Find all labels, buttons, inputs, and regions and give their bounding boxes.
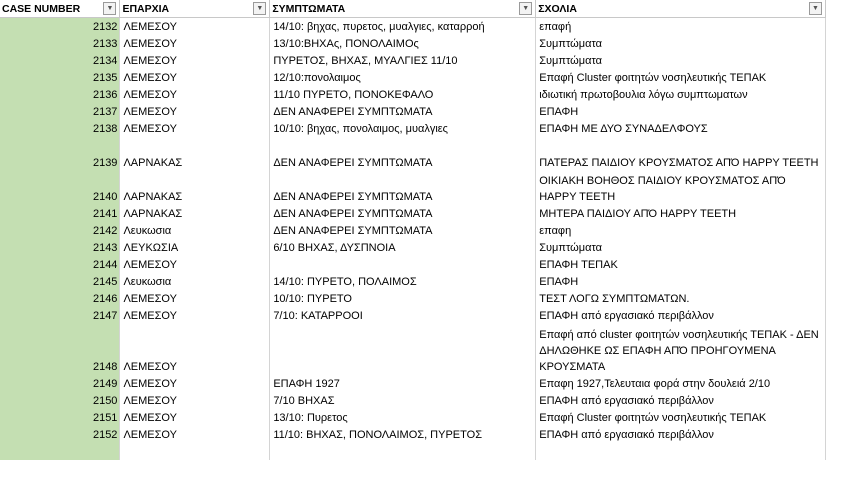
filter-dropdown-icon[interactable]: ▼ bbox=[103, 2, 116, 15]
header-label: CASE NUMBER bbox=[2, 2, 81, 15]
district-cell[interactable]: ΛΕΜΕΣΟΥ bbox=[120, 120, 270, 137]
district-cell[interactable]: ΛΕΜΕΣΟΥ bbox=[120, 307, 270, 324]
district-cell[interactable]: ΛΕΥΚΩΣΙΑ bbox=[120, 239, 270, 256]
case-number-cell[interactable]: 2137 bbox=[0, 103, 120, 120]
symptoms-cell[interactable]: 13/10:ΒΗΧΑς, ΠΟΝΟΛΑΙΜΟς bbox=[270, 35, 536, 52]
notes-cell[interactable]: Επαφη 1927,Τελευταια φορά στην δουλειά 2/10 bbox=[536, 375, 826, 392]
case-number-cell[interactable]: 2141 bbox=[0, 205, 120, 222]
district-cell[interactable]: ΛΕΜΕΣΟΥ bbox=[120, 256, 270, 273]
empty-cell[interactable] bbox=[0, 443, 120, 460]
table-row bbox=[0, 171, 826, 205]
notes-cell[interactable]: Επαφή Cluster φοιτητών νοσηλευτικής ΤΕΠΑΚ bbox=[536, 409, 826, 426]
symptoms-cell[interactable] bbox=[270, 324, 536, 375]
notes-cell[interactable]: ΕΠΑΦΗ bbox=[536, 103, 826, 120]
table-row bbox=[0, 120, 826, 137]
notes-cell[interactable]: επαφή bbox=[536, 18, 826, 36]
filter-dropdown-icon[interactable]: ▼ bbox=[253, 2, 266, 15]
district-cell[interactable]: ΛΕΜΕΣΟΥ bbox=[120, 103, 270, 120]
table-row bbox=[0, 69, 826, 86]
table-row bbox=[0, 103, 826, 120]
case-number-cell[interactable]: 2132 bbox=[0, 18, 120, 36]
table-row bbox=[0, 307, 826, 324]
notes-cell[interactable]: ΤΕΣΤ ΛΟΓΩ ΣΥΜΠΤΩΜΑΤΩΝ. bbox=[536, 290, 826, 307]
header-notes[interactable] bbox=[536, 0, 826, 18]
symptoms-cell[interactable]: 6/10 ΒΗΧΑΣ, ΔΥΣΠΝΟΙΑ bbox=[270, 239, 536, 256]
table-row bbox=[0, 137, 826, 171]
case-number-cell[interactable]: 2151 bbox=[0, 409, 120, 426]
case-number-cell[interactable]: 2133 bbox=[0, 35, 120, 52]
symptoms-cell[interactable]: 7/10: ΚΑΤΑΡΡΟΟΙ bbox=[270, 307, 536, 324]
symptoms-cell[interactable]: ΔΕΝ ΑΝΑΦΕΡΕΙ ΣΥΜΠΤΩΜΑΤΑ bbox=[270, 171, 536, 205]
header-case-number[interactable] bbox=[0, 0, 120, 18]
symptoms-cell[interactable]: ΔΕΝ ΑΝΑΦΕΡΕΙ ΣΥΜΠΤΩΜΑΤΑ bbox=[270, 103, 536, 120]
case-number-cell[interactable]: 2145 bbox=[0, 273, 120, 290]
district-cell[interactable]: ΛΕΜΕΣΟΥ bbox=[120, 18, 270, 36]
table-row bbox=[0, 239, 826, 256]
symptoms-cell[interactable]: 12/10:πονολαιμος bbox=[270, 69, 536, 86]
filter-dropdown-icon[interactable]: ▼ bbox=[809, 2, 822, 15]
case-number-cell[interactable]: 2146 bbox=[0, 290, 120, 307]
district-cell[interactable]: ΛΕΜΕΣΟΥ bbox=[120, 52, 270, 69]
symptoms-cell[interactable]: 10/10: βηχας, πονολαιμος, μυαλγιες bbox=[270, 120, 536, 137]
header-label: ΣΧΟΛΙΑ bbox=[538, 2, 577, 15]
case-number-cell[interactable]: 2134 bbox=[0, 52, 120, 69]
table-row bbox=[0, 222, 826, 239]
case-number-cell[interactable]: 2150 bbox=[0, 392, 120, 409]
district-cell[interactable]: ΛΕΜΕΣΟΥ bbox=[120, 86, 270, 103]
district-cell[interactable]: ΛΕΜΕΣΟΥ bbox=[120, 409, 270, 426]
case-number-cell[interactable]: 2142 bbox=[0, 222, 120, 239]
notes-cell[interactable]: Επαφή Cluster φοιτητών νοσηλευτικής ΤΕΠΑΚ bbox=[536, 69, 826, 86]
notes-cell[interactable]: ΟΙΚΙΑΚΗ ΒΟΗΘΟΣ ΠΑΙΔΙΟΥ ΚΡΟΥΣΜΑΤΟΣ ΑΠΌ HAPPY TEETH bbox=[536, 171, 826, 205]
symptoms-cell[interactable]: ΔΕΝ ΑΝΑΦΕΡΕΙ ΣΥΜΠΤΩΜΑΤΑ bbox=[270, 137, 536, 171]
symptoms-cell[interactable]: 14/10: βηχας, πυρετος, μυαλγιες, καταρροή bbox=[270, 18, 536, 36]
header-label: ΕΠΑΡΧΙΑ bbox=[122, 2, 170, 15]
header-row bbox=[0, 0, 826, 18]
header-district[interactable] bbox=[120, 0, 270, 18]
notes-cell[interactable]: ΕΠΑΦΗ από εργασιακό περιβάλλον bbox=[536, 392, 826, 409]
district-cell[interactable]: ΛΕΜΕΣΟΥ bbox=[120, 324, 270, 375]
district-cell[interactable]: ΛΕΜΕΣΟΥ bbox=[120, 392, 270, 409]
table-row bbox=[0, 205, 826, 222]
table-row bbox=[0, 52, 826, 69]
notes-cell[interactable]: Συμπτώματα bbox=[536, 52, 826, 69]
table-row bbox=[0, 86, 826, 103]
case-number-cell[interactable]: 2149 bbox=[0, 375, 120, 392]
district-cell[interactable]: ΛΕΜΕΣΟΥ bbox=[120, 290, 270, 307]
case-number-cell[interactable]: 2135 bbox=[0, 69, 120, 86]
table-row bbox=[0, 256, 826, 273]
notes-cell[interactable]: ΕΠΑΦΗ ΜΕ ΔΥΟ ΣΥΝΑΔΕΛΦΟΥΣ bbox=[536, 120, 826, 137]
notes-cell[interactable]: ΕΠΑΦΗ bbox=[536, 273, 826, 290]
notes-cell[interactable]: ιδιωτική πρωτοβουλια λόγω συμπτωματων bbox=[536, 86, 826, 103]
filter-dropdown-icon[interactable]: ▼ bbox=[519, 2, 532, 15]
table-row-empty bbox=[0, 443, 826, 460]
notes-cell[interactable]: επαφη bbox=[536, 222, 826, 239]
symptoms-cell[interactable] bbox=[270, 256, 536, 273]
notes-cell[interactable]: Συμπτώματα bbox=[536, 35, 826, 52]
notes-cell[interactable]: ΠΑΤΕΡΑΣ ΠΑΙΔΙΟΥ ΚΡΟΥΣΜΑΤΟΣ ΑΠΌ HAPPY TEETH bbox=[536, 137, 826, 171]
table-row bbox=[0, 409, 826, 426]
empty-cell[interactable] bbox=[536, 443, 826, 460]
symptoms-cell[interactable]: ΕΠΑΦΗ 1927 bbox=[270, 375, 536, 392]
district-cell[interactable]: ΛΑΡΝΑΚΑΣ bbox=[120, 205, 270, 222]
district-cell[interactable]: ΛΕΜΕΣΟΥ bbox=[120, 69, 270, 86]
district-cell[interactable]: ΛΑΡΝΑΚΑΣ bbox=[120, 171, 270, 205]
notes-cell[interactable]: Επαφή από cluster φοιτητών νοσηλευτικής ΤΕΠΑΚ - ΔΕΝ ΔΗΛΩΘΗΚΕ ΩΣ ΕΠΑΦΗ ΑΠΌ ΠΡΟΗΓΟΥΜΕΝΑ ΚΡΟΥΣΜΑΤΑ bbox=[536, 324, 826, 375]
notes-cell[interactable]: ΕΠΑΦΗ ΤΕΠΑΚ bbox=[536, 256, 826, 273]
table-row bbox=[0, 375, 826, 392]
district-cell[interactable]: ΛΕΜΕΣΟΥ bbox=[120, 35, 270, 52]
symptoms-cell[interactable]: ΔΕΝ ΑΝΑΦΕΡΕΙ ΣΥΜΠΤΩΜΑΤΑ bbox=[270, 205, 536, 222]
symptoms-cell[interactable]: 13/10: Πυρετος bbox=[270, 409, 536, 426]
district-cell[interactable]: Λευκωσια bbox=[120, 273, 270, 290]
symptoms-cell[interactable]: 14/10: ΠΥΡΕΤΟ, ΠΟΛΑΙΜΟΣ bbox=[270, 273, 536, 290]
symptoms-cell[interactable]: 10/10: ΠΥΡΕΤΟ bbox=[270, 290, 536, 307]
empty-cell[interactable] bbox=[270, 443, 536, 460]
symptoms-cell[interactable]: 7/10 ΒΗΧΑΣ bbox=[270, 392, 536, 409]
header-symptoms[interactable] bbox=[270, 0, 536, 18]
district-cell[interactable]: Λευκωσια bbox=[120, 222, 270, 239]
district-cell[interactable]: ΛΑΡΝΑΚΑΣ bbox=[120, 137, 270, 171]
table-row bbox=[0, 426, 826, 443]
table-row bbox=[0, 392, 826, 409]
case-number-cell[interactable]: 2139 bbox=[0, 137, 120, 171]
empty-cell[interactable] bbox=[120, 443, 270, 460]
case-number-cell[interactable]: 2148 bbox=[0, 324, 120, 375]
header-label: ΣΥΜΠΤΩΜΑΤΑ bbox=[272, 2, 346, 15]
symptoms-cell[interactable]: ΠΥΡΕΤΟΣ, ΒΗΧΑΣ, ΜΥΑΛΓΙΕΣ 11/10 bbox=[270, 52, 536, 69]
case-number-cell[interactable]: 2140 bbox=[0, 171, 120, 205]
notes-cell[interactable]: ΕΠΑΦΗ από εργασιακό περιβάλλον bbox=[536, 307, 826, 324]
case-number-cell[interactable]: 2152 bbox=[0, 426, 120, 443]
district-cell[interactable]: ΛΕΜΕΣΟΥ bbox=[120, 426, 270, 443]
table-row bbox=[0, 290, 826, 307]
case-number-cell[interactable]: 2147 bbox=[0, 307, 120, 324]
case-number-cell[interactable]: 2143 bbox=[0, 239, 120, 256]
notes-cell[interactable]: Συμπτώματα bbox=[536, 239, 826, 256]
symptoms-cell[interactable]: ΔΕΝ ΑΝΑΦΕΡΕΙ ΣΥΜΠΤΩΜΑΤΑ bbox=[270, 222, 536, 239]
table-row bbox=[0, 324, 826, 375]
notes-cell[interactable]: ΜΗΤΕΡΑ ΠΑΙΔΙΟΥ ΑΠΌ HAPPY TEETH bbox=[536, 205, 826, 222]
district-cell[interactable]: ΛΕΜΕΣΟΥ bbox=[120, 375, 270, 392]
table-row bbox=[0, 18, 826, 36]
case-number-cell[interactable]: 2136 bbox=[0, 86, 120, 103]
notes-cell[interactable]: ΕΠΑΦΗ από εργασιακό περιβάλλον bbox=[536, 426, 826, 443]
case-number-cell[interactable]: 2138 bbox=[0, 120, 120, 137]
table-body bbox=[0, 18, 826, 461]
case-number-cell[interactable]: 2144 bbox=[0, 256, 120, 273]
symptoms-cell[interactable]: 11/10: ΒΗΧΑΣ, ΠΟΝΟΛΑΙΜΟΣ, ΠΥΡΕΤΟΣ bbox=[270, 426, 536, 443]
symptoms-cell[interactable]: 11/10 ΠΥΡΕΤΟ, ΠΟΝΟΚΕΦΑΛΟ bbox=[270, 86, 536, 103]
table-row bbox=[0, 35, 826, 52]
table-row bbox=[0, 273, 826, 290]
